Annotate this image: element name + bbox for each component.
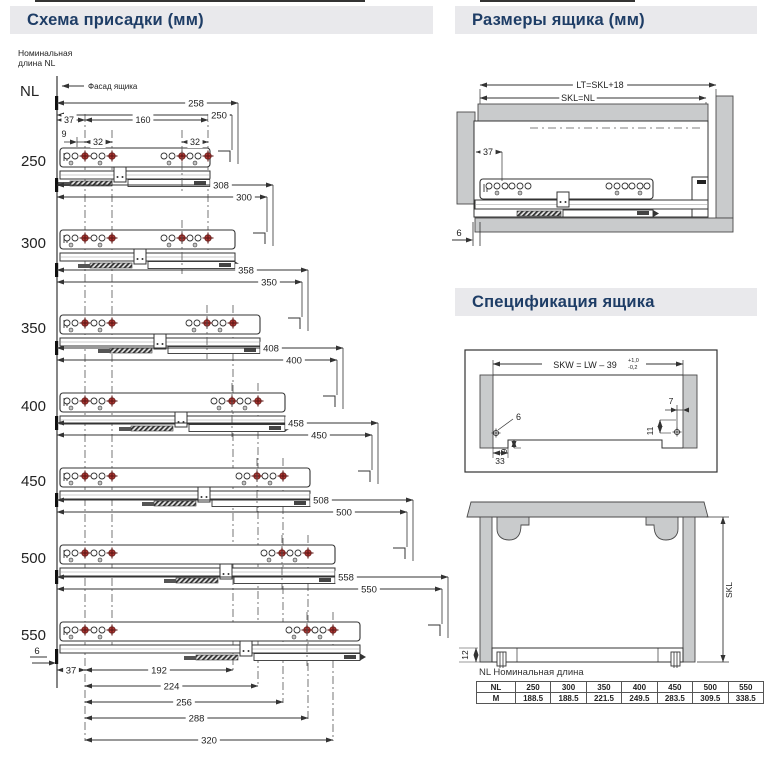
svg-text:6: 6 bbox=[516, 412, 522, 422]
svg-text:300: 300 bbox=[236, 192, 252, 204]
drawer-rear-diagram bbox=[459, 502, 734, 668]
svg-text:32: 32 bbox=[92, 137, 104, 148]
svg-text:256: 256 bbox=[176, 697, 192, 709]
svg-text:+1,0: +1,0 bbox=[628, 358, 639, 364]
svg-text:SKL: SKL bbox=[724, 581, 734, 599]
svg-text:500: 500 bbox=[20, 550, 46, 567]
svg-text:37: 37 bbox=[63, 115, 75, 126]
spec-value-cell: 309.5 bbox=[693, 693, 728, 704]
svg-text:37: 37 bbox=[482, 147, 494, 158]
spec-value-cell: 249.5 bbox=[622, 693, 657, 704]
spec-table bbox=[476, 681, 764, 704]
svg-text:9: 9 bbox=[500, 448, 509, 454]
svg-text:SKL=NL: SKL=NL bbox=[561, 93, 595, 104]
spec-value-cell: 338.5 bbox=[728, 693, 764, 704]
table-row-m bbox=[477, 693, 764, 704]
svg-text:SKW = LW – 39: SKW = LW – 39 bbox=[553, 360, 617, 370]
slide-row-300 bbox=[20, 178, 273, 277]
section-header-drawer-spec bbox=[455, 288, 757, 316]
svg-text:32: 32 bbox=[189, 137, 201, 148]
svg-text:408: 408 bbox=[263, 343, 279, 355]
svg-text:450: 450 bbox=[311, 430, 327, 442]
svg-text:Номинальная: Номинальная bbox=[18, 48, 73, 58]
svg-text:288: 288 bbox=[188, 713, 205, 725]
svg-text:длина NL: длина NL bbox=[18, 58, 56, 68]
svg-text:550: 550 bbox=[20, 627, 46, 644]
section-title-drawer-size: Размеры ящика (мм) bbox=[472, 10, 645, 29]
svg-text:400: 400 bbox=[286, 355, 302, 367]
spec-value-cell: 188.5 bbox=[515, 693, 550, 704]
section-title-drilling: Схема присадки (мм) bbox=[27, 10, 204, 29]
svg-text:37: 37 bbox=[65, 665, 77, 677]
spec-header-cell: 550 bbox=[728, 682, 764, 693]
svg-text:33: 33 bbox=[495, 456, 505, 466]
svg-text:320: 320 bbox=[201, 735, 217, 747]
svg-text:350: 350 bbox=[20, 320, 46, 337]
svg-text:350: 350 bbox=[261, 277, 277, 289]
svg-text:9: 9 bbox=[61, 129, 67, 139]
spec-header-cell: 350 bbox=[586, 682, 621, 693]
svg-text:500: 500 bbox=[336, 507, 352, 519]
svg-text:192: 192 bbox=[151, 665, 167, 677]
svg-text:-0,2: -0,2 bbox=[628, 365, 638, 371]
svg-text:558: 558 bbox=[338, 572, 354, 584]
spec-value-cell: 221.5 bbox=[586, 693, 621, 704]
spec-header-cell: 400 bbox=[622, 682, 657, 693]
svg-text:160: 160 bbox=[135, 115, 151, 126]
svg-text:NL: NL bbox=[20, 83, 40, 100]
drilling-scheme bbox=[18, 48, 448, 746]
spec-value-cell: M bbox=[477, 693, 516, 704]
spec-header-cell: 500 bbox=[693, 682, 728, 693]
svg-text:358: 358 bbox=[238, 265, 254, 277]
svg-text:11: 11 bbox=[645, 426, 655, 436]
drawer-size-diagram bbox=[452, 79, 733, 246]
table-row-nl bbox=[477, 682, 764, 693]
slide-row-250 bbox=[21, 96, 238, 192]
section-header-drilling-scheme bbox=[10, 6, 433, 34]
svg-text:300: 300 bbox=[20, 235, 46, 252]
svg-text:250: 250 bbox=[211, 110, 227, 122]
spec-header-cell: NL bbox=[477, 682, 516, 693]
svg-text:450: 450 bbox=[20, 473, 46, 490]
svg-text:508: 508 bbox=[313, 495, 329, 507]
svg-text:Фасад ящика: Фасад ящика bbox=[88, 82, 138, 91]
svg-text:258: 258 bbox=[188, 98, 204, 110]
spec-header-cell: 300 bbox=[551, 682, 586, 693]
svg-text:550: 550 bbox=[361, 584, 377, 596]
section-title-drawer-spec: Спецификация ящика bbox=[472, 292, 655, 311]
svg-text:224: 224 bbox=[163, 681, 180, 693]
svg-text:7: 7 bbox=[668, 396, 674, 406]
table-caption: NL Номинальная длина bbox=[479, 667, 584, 678]
svg-text:308: 308 bbox=[213, 180, 229, 192]
svg-text:458: 458 bbox=[288, 418, 304, 430]
drawer-spec-diagram bbox=[465, 350, 717, 472]
svg-text:6: 6 bbox=[456, 228, 462, 239]
spec-value-cell: 188.5 bbox=[551, 693, 586, 704]
svg-text:250: 250 bbox=[20, 153, 46, 170]
spec-header-cell: 450 bbox=[657, 682, 692, 693]
spec-value-cell: 283.5 bbox=[657, 693, 692, 704]
spec-header-cell: 250 bbox=[515, 682, 550, 693]
svg-text:12: 12 bbox=[460, 650, 470, 660]
svg-text:400: 400 bbox=[20, 398, 46, 415]
svg-text:6: 6 bbox=[34, 646, 40, 657]
section-header-drawer-size bbox=[455, 6, 757, 34]
svg-text:LT=SKL+18: LT=SKL+18 bbox=[576, 80, 624, 91]
